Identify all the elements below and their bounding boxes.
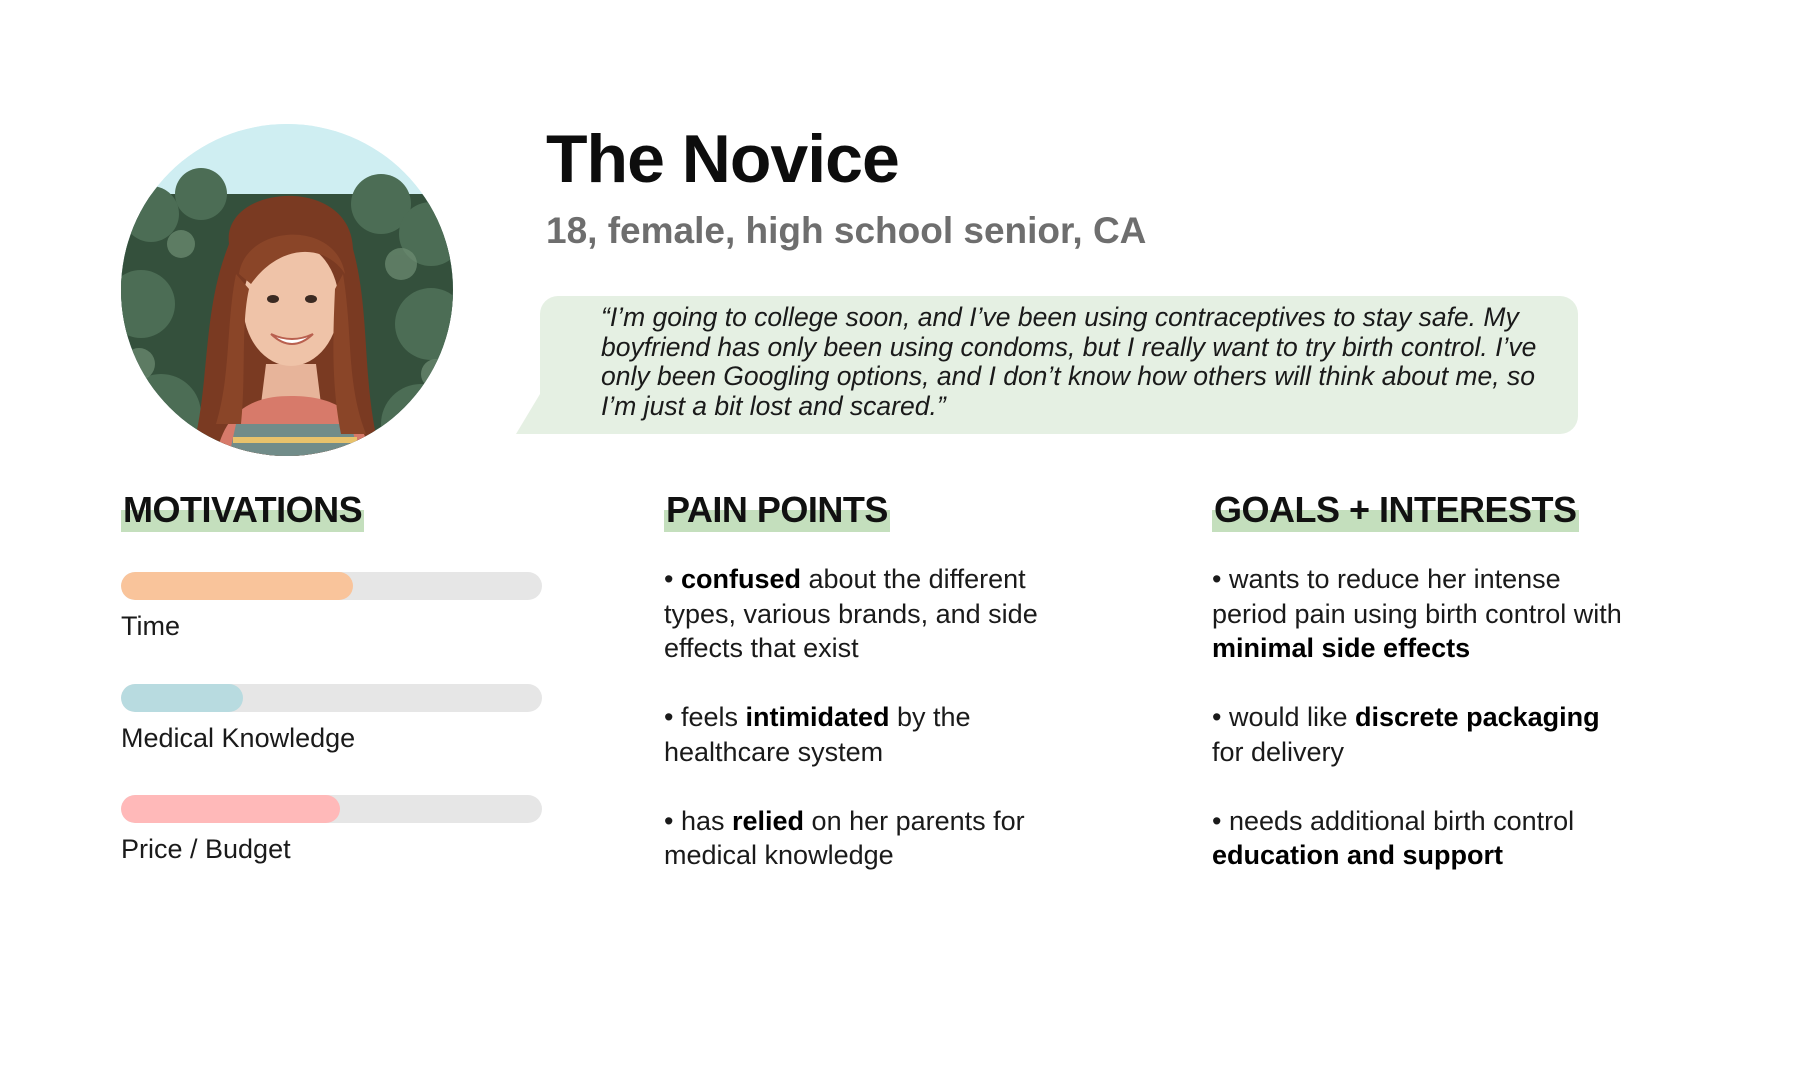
pain-points-list <box>664 562 1084 907</box>
motivation-bar-fill <box>121 795 340 823</box>
persona-photo <box>121 124 453 456</box>
goals-interests-list <box>1212 562 1632 907</box>
persona-demographics: 18, female, high school senior, CA <box>546 210 1147 251</box>
motivation-label: Price / Budget <box>121 834 291 864</box>
motivation-bar-fill <box>121 572 353 600</box>
motivation-bar-price-budget <box>121 795 542 823</box>
list-item: • feels intimidated by the healthcare system <box>664 702 971 767</box>
list-item: • confused about the different types, various brands, and side effects that exist <box>664 564 1038 663</box>
persona-name: The Novice <box>546 121 899 197</box>
motivation-label: Medical Knowledge <box>121 723 356 753</box>
list-item: • has relied on her parents for medical knowledge <box>664 805 1025 870</box>
pain-points-heading: PAIN POINTS <box>666 489 888 530</box>
motivation-bar-fill <box>121 684 243 712</box>
motivation-label: Time <box>121 611 180 641</box>
list-item: • needs additional birth control education and support <box>1212 805 1575 870</box>
motivation-bar-time <box>121 572 542 600</box>
speech-tail-icon <box>516 394 576 434</box>
motivations-heading: MOTIVATIONS <box>123 489 363 530</box>
motivation-bar-medical-knowledge <box>121 684 542 712</box>
portrait-illustration <box>121 124 453 456</box>
goals-interests-heading: GOALS + INTERESTS <box>1214 489 1577 530</box>
list-item: • would like discrete packaging for delivery <box>1212 702 1600 767</box>
list-item: • wants to reduce her intense period pain using birth control with minimal side effects <box>1212 564 1622 663</box>
persona-quote: “I’m going to college soon, and I’ve been using contraceptives to stay safe. My boyfriend has only been using condoms, but I really want to try birth control. I’ve only been Googling options, and I don’t know how others will think about me, so I’m just a bit lost and scared.” <box>601 302 1537 421</box>
